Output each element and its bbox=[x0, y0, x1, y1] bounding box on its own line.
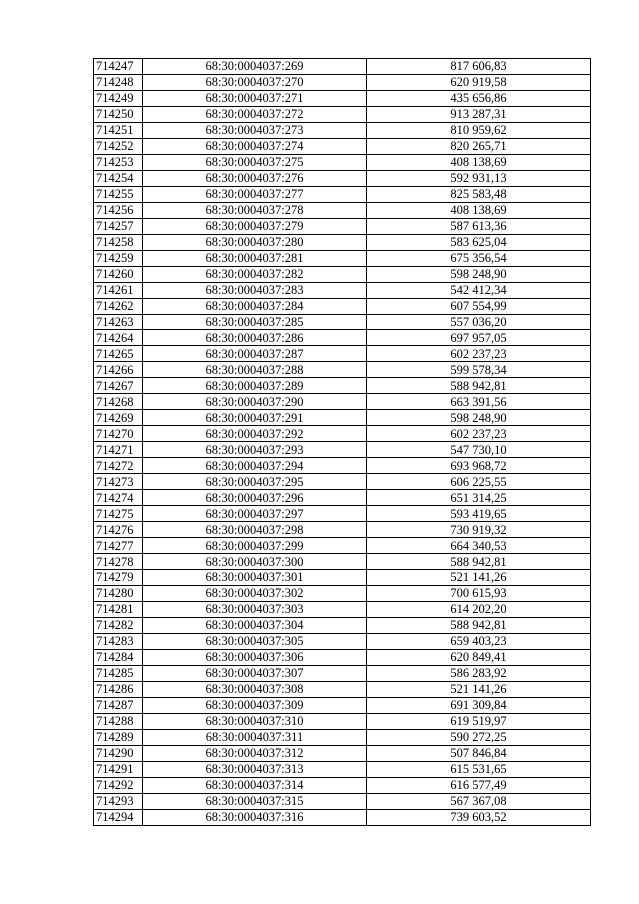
row-number-cell: 714258 bbox=[94, 234, 143, 250]
cadastral-number-cell: 68:30:0004037:296 bbox=[143, 490, 367, 506]
row-number-cell: 714277 bbox=[94, 538, 143, 554]
table-row bbox=[94, 410, 591, 426]
value-cell: 521 141,26 bbox=[367, 570, 591, 586]
cadastral-number-cell: 68:30:0004037:279 bbox=[143, 218, 367, 234]
row-number-cell: 714278 bbox=[94, 554, 143, 570]
row-number-cell: 714259 bbox=[94, 250, 143, 266]
cadastral-number-cell: 68:30:0004037:288 bbox=[143, 362, 367, 378]
table-row bbox=[94, 202, 591, 218]
cadastral-number-cell: 68:30:0004037:295 bbox=[143, 474, 367, 490]
row-number-cell: 714293 bbox=[94, 793, 143, 809]
table-row bbox=[94, 218, 591, 234]
document-table-container bbox=[93, 58, 591, 826]
table-row bbox=[94, 585, 591, 601]
row-number-cell: 714251 bbox=[94, 122, 143, 138]
table-row bbox=[94, 314, 591, 330]
value-cell: 619 519,97 bbox=[367, 713, 591, 729]
cadastral-number-cell: 68:30:0004037:316 bbox=[143, 809, 367, 825]
cadastral-number-cell: 68:30:0004037:281 bbox=[143, 250, 367, 266]
value-cell: 507 846,84 bbox=[367, 745, 591, 761]
row-number-cell: 714262 bbox=[94, 298, 143, 314]
cadastral-number-cell: 68:30:0004037:293 bbox=[143, 442, 367, 458]
cadastral-value-table bbox=[93, 58, 591, 826]
row-number-cell: 714290 bbox=[94, 745, 143, 761]
value-cell: 615 531,65 bbox=[367, 761, 591, 777]
table-row bbox=[94, 522, 591, 538]
value-cell: 616 577,49 bbox=[367, 777, 591, 793]
row-number-cell: 714291 bbox=[94, 761, 143, 777]
cadastral-number-cell: 68:30:0004037:273 bbox=[143, 122, 367, 138]
value-cell: 820 265,71 bbox=[367, 138, 591, 154]
cadastral-number-cell: 68:30:0004037:271 bbox=[143, 90, 367, 106]
value-cell: 602 237,23 bbox=[367, 426, 591, 442]
cadastral-number-cell: 68:30:0004037:294 bbox=[143, 458, 367, 474]
value-cell: 664 340,53 bbox=[367, 538, 591, 554]
cadastral-number-cell: 68:30:0004037:310 bbox=[143, 713, 367, 729]
row-number-cell: 714266 bbox=[94, 362, 143, 378]
cadastral-number-cell: 68:30:0004037:307 bbox=[143, 665, 367, 681]
table-row bbox=[94, 745, 591, 761]
row-number-cell: 714279 bbox=[94, 570, 143, 586]
row-number-cell: 714272 bbox=[94, 458, 143, 474]
cadastral-number-cell: 68:30:0004037:312 bbox=[143, 745, 367, 761]
row-number-cell: 714287 bbox=[94, 697, 143, 713]
table-row bbox=[94, 362, 591, 378]
table-row bbox=[94, 649, 591, 665]
row-number-cell: 714286 bbox=[94, 681, 143, 697]
cadastral-number-cell: 68:30:0004037:297 bbox=[143, 506, 367, 522]
value-cell: 408 138,69 bbox=[367, 202, 591, 218]
row-number-cell: 714260 bbox=[94, 266, 143, 282]
row-number-cell: 714261 bbox=[94, 282, 143, 298]
table-row bbox=[94, 506, 591, 522]
table-row bbox=[94, 761, 591, 777]
cadastral-number-cell: 68:30:0004037:276 bbox=[143, 170, 367, 186]
value-cell: 739 603,52 bbox=[367, 809, 591, 825]
value-cell: 675 356,54 bbox=[367, 250, 591, 266]
row-number-cell: 714267 bbox=[94, 378, 143, 394]
cadastral-number-cell: 68:30:0004037:300 bbox=[143, 554, 367, 570]
value-cell: 599 578,34 bbox=[367, 362, 591, 378]
cadastral-number-cell: 68:30:0004037:286 bbox=[143, 330, 367, 346]
table-row bbox=[94, 266, 591, 282]
row-number-cell: 714274 bbox=[94, 490, 143, 506]
value-cell: 435 656,86 bbox=[367, 90, 591, 106]
row-number-cell: 714275 bbox=[94, 506, 143, 522]
row-number-cell: 714254 bbox=[94, 170, 143, 186]
value-cell: 583 625,04 bbox=[367, 234, 591, 250]
table-row bbox=[94, 617, 591, 633]
value-cell: 606 225,55 bbox=[367, 474, 591, 490]
row-number-cell: 714294 bbox=[94, 809, 143, 825]
cadastral-number-cell: 68:30:0004037:291 bbox=[143, 410, 367, 426]
value-cell: 588 942,81 bbox=[367, 378, 591, 394]
table-row bbox=[94, 490, 591, 506]
cadastral-number-cell: 68:30:0004037:298 bbox=[143, 522, 367, 538]
table-row bbox=[94, 809, 591, 825]
value-cell: 691 309,84 bbox=[367, 697, 591, 713]
table-row bbox=[94, 665, 591, 681]
row-number-cell: 714288 bbox=[94, 713, 143, 729]
table-row bbox=[94, 330, 591, 346]
row-number-cell: 714282 bbox=[94, 617, 143, 633]
row-number-cell: 714252 bbox=[94, 138, 143, 154]
row-number-cell: 714269 bbox=[94, 410, 143, 426]
cadastral-number-cell: 68:30:0004037:289 bbox=[143, 378, 367, 394]
cadastral-number-cell: 68:30:0004037:305 bbox=[143, 633, 367, 649]
cadastral-number-cell: 68:30:0004037:287 bbox=[143, 346, 367, 362]
value-cell: 592 931,13 bbox=[367, 170, 591, 186]
table-row bbox=[94, 298, 591, 314]
table-row bbox=[94, 74, 591, 90]
table-row bbox=[94, 554, 591, 570]
row-number-cell: 714256 bbox=[94, 202, 143, 218]
cadastral-number-cell: 68:30:0004037:272 bbox=[143, 106, 367, 122]
table-row bbox=[94, 458, 591, 474]
value-cell: 521 141,26 bbox=[367, 681, 591, 697]
value-cell: 602 237,23 bbox=[367, 346, 591, 362]
cadastral-number-cell: 68:30:0004037:270 bbox=[143, 74, 367, 90]
table-row bbox=[94, 601, 591, 617]
value-cell: 913 287,31 bbox=[367, 106, 591, 122]
table-row bbox=[94, 138, 591, 154]
row-number-cell: 714257 bbox=[94, 218, 143, 234]
table-row bbox=[94, 170, 591, 186]
row-number-cell: 714292 bbox=[94, 777, 143, 793]
table-row bbox=[94, 154, 591, 170]
row-number-cell: 714248 bbox=[94, 74, 143, 90]
cadastral-number-cell: 68:30:0004037:269 bbox=[143, 59, 367, 75]
value-cell: 730 919,32 bbox=[367, 522, 591, 538]
value-cell: 588 942,81 bbox=[367, 617, 591, 633]
row-number-cell: 714271 bbox=[94, 442, 143, 458]
cadastral-number-cell: 68:30:0004037:292 bbox=[143, 426, 367, 442]
row-number-cell: 714268 bbox=[94, 394, 143, 410]
value-cell: 567 367,08 bbox=[367, 793, 591, 809]
row-number-cell: 714250 bbox=[94, 106, 143, 122]
value-cell: 651 314,25 bbox=[367, 490, 591, 506]
cadastral-number-cell: 68:30:0004037:275 bbox=[143, 154, 367, 170]
value-cell: 700 615,93 bbox=[367, 585, 591, 601]
row-number-cell: 714264 bbox=[94, 330, 143, 346]
table-row bbox=[94, 474, 591, 490]
value-cell: 590 272,25 bbox=[367, 729, 591, 745]
value-cell: 593 419,65 bbox=[367, 506, 591, 522]
cadastral-number-cell: 68:30:0004037:314 bbox=[143, 777, 367, 793]
row-number-cell: 714289 bbox=[94, 729, 143, 745]
row-number-cell: 714280 bbox=[94, 585, 143, 601]
value-cell: 810 959,62 bbox=[367, 122, 591, 138]
row-number-cell: 714263 bbox=[94, 314, 143, 330]
cadastral-number-cell: 68:30:0004037:315 bbox=[143, 793, 367, 809]
value-cell: 663 391,56 bbox=[367, 394, 591, 410]
table-row bbox=[94, 713, 591, 729]
table-row bbox=[94, 729, 591, 745]
row-number-cell: 714255 bbox=[94, 186, 143, 202]
row-number-cell: 714283 bbox=[94, 633, 143, 649]
row-number-cell: 714285 bbox=[94, 665, 143, 681]
cadastral-number-cell: 68:30:0004037:299 bbox=[143, 538, 367, 554]
cadastral-number-cell: 68:30:0004037:284 bbox=[143, 298, 367, 314]
value-cell: 588 942,81 bbox=[367, 554, 591, 570]
value-cell: 614 202,20 bbox=[367, 601, 591, 617]
value-cell: 693 968,72 bbox=[367, 458, 591, 474]
value-cell: 587 613,36 bbox=[367, 218, 591, 234]
cadastral-number-cell: 68:30:0004037:309 bbox=[143, 697, 367, 713]
cadastral-number-cell: 68:30:0004037:306 bbox=[143, 649, 367, 665]
table-row bbox=[94, 793, 591, 809]
table-row bbox=[94, 186, 591, 202]
value-cell: 408 138,69 bbox=[367, 154, 591, 170]
table-row bbox=[94, 538, 591, 554]
row-number-cell: 714273 bbox=[94, 474, 143, 490]
value-cell: 542 412,34 bbox=[367, 282, 591, 298]
row-number-cell: 714284 bbox=[94, 649, 143, 665]
table-row bbox=[94, 250, 591, 266]
table-row bbox=[94, 681, 591, 697]
cadastral-number-cell: 68:30:0004037:282 bbox=[143, 266, 367, 282]
value-cell: 817 606,83 bbox=[367, 59, 591, 75]
table-row bbox=[94, 570, 591, 586]
table-row bbox=[94, 394, 591, 410]
value-cell: 557 036,20 bbox=[367, 314, 591, 330]
cadastral-number-cell: 68:30:0004037:274 bbox=[143, 138, 367, 154]
table-row bbox=[94, 59, 591, 75]
value-cell: 825 583,48 bbox=[367, 186, 591, 202]
row-number-cell: 714281 bbox=[94, 601, 143, 617]
value-cell: 620 849,41 bbox=[367, 649, 591, 665]
value-cell: 586 283,92 bbox=[367, 665, 591, 681]
table-row bbox=[94, 633, 591, 649]
value-cell: 607 554,99 bbox=[367, 298, 591, 314]
cadastral-number-cell: 68:30:0004037:301 bbox=[143, 570, 367, 586]
row-number-cell: 714247 bbox=[94, 59, 143, 75]
cadastral-number-cell: 68:30:0004037:277 bbox=[143, 186, 367, 202]
table-row bbox=[94, 234, 591, 250]
row-number-cell: 714265 bbox=[94, 346, 143, 362]
cadastral-number-cell: 68:30:0004037:311 bbox=[143, 729, 367, 745]
table-row bbox=[94, 346, 591, 362]
cadastral-number-cell: 68:30:0004037:283 bbox=[143, 282, 367, 298]
table-row bbox=[94, 697, 591, 713]
table-row bbox=[94, 777, 591, 793]
table-row bbox=[94, 90, 591, 106]
value-cell: 697 957,05 bbox=[367, 330, 591, 346]
cadastral-number-cell: 68:30:0004037:303 bbox=[143, 601, 367, 617]
table-row bbox=[94, 378, 591, 394]
table-row bbox=[94, 122, 591, 138]
value-cell: 547 730,10 bbox=[367, 442, 591, 458]
table-row bbox=[94, 282, 591, 298]
cadastral-number-cell: 68:30:0004037:278 bbox=[143, 202, 367, 218]
cadastral-number-cell: 68:30:0004037:302 bbox=[143, 585, 367, 601]
cadastral-number-cell: 68:30:0004037:313 bbox=[143, 761, 367, 777]
cadastral-number-cell: 68:30:0004037:290 bbox=[143, 394, 367, 410]
cadastral-number-cell: 68:30:0004037:304 bbox=[143, 617, 367, 633]
value-cell: 659 403,23 bbox=[367, 633, 591, 649]
table-row bbox=[94, 106, 591, 122]
value-cell: 620 919,58 bbox=[367, 74, 591, 90]
row-number-cell: 714253 bbox=[94, 154, 143, 170]
row-number-cell: 714276 bbox=[94, 522, 143, 538]
cadastral-number-cell: 68:30:0004037:308 bbox=[143, 681, 367, 697]
cadastral-number-cell: 68:30:0004037:280 bbox=[143, 234, 367, 250]
row-number-cell: 714270 bbox=[94, 426, 143, 442]
table-body bbox=[94, 59, 591, 826]
value-cell: 598 248,90 bbox=[367, 410, 591, 426]
table-row bbox=[94, 426, 591, 442]
row-number-cell: 714249 bbox=[94, 90, 143, 106]
cadastral-number-cell: 68:30:0004037:285 bbox=[143, 314, 367, 330]
value-cell: 598 248,90 bbox=[367, 266, 591, 282]
table-row bbox=[94, 442, 591, 458]
